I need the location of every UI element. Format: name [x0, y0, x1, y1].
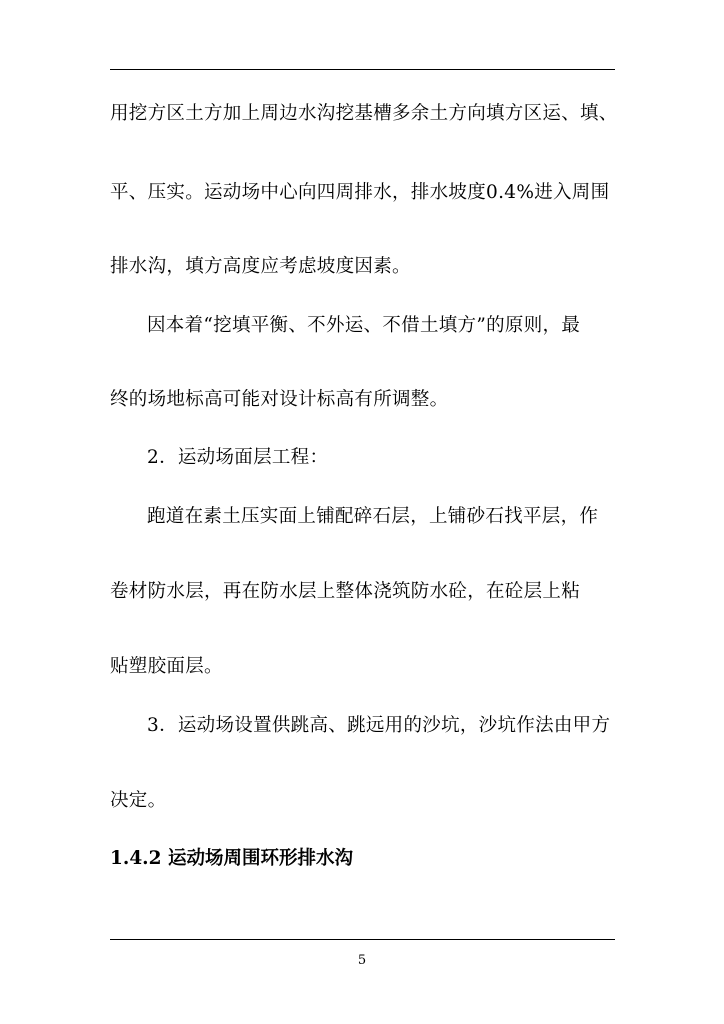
body-line-3: 排水沟，填方高度应考虑坡度因素。: [110, 256, 411, 277]
body-line-6: 2．运动场面层工程：: [147, 447, 329, 468]
body-line-8: 卷材防水层，再在防水层上整体浇筑防水砼，在砼层上粘: [110, 581, 581, 602]
footer-rule: [110, 939, 615, 940]
header-rule: [110, 69, 615, 70]
body-line-11: 决定。: [110, 790, 167, 811]
body-line-9: 贴塑胶面层。: [110, 656, 223, 677]
body-line-1: 用挖方区土方加上周边水沟挖基槽多余土方向填方区运、填、: [110, 103, 618, 124]
page-number: 5: [357, 953, 367, 968]
body-line-2: 平、压实。运动场中心向四周排水，排水坡度0.4%进入周围: [110, 182, 610, 203]
body-line-7: 跑道在素土压实面上铺配碎石层，上铺砂石找平层，作: [147, 506, 599, 527]
body-line-10: 3．运动场设置供跳高、跳远用的沙坑，沙坑作法由甲方: [147, 715, 611, 736]
body-line-4: 因本着“挖填平衡、不外运、不借土填方”的原则，最: [147, 315, 581, 336]
body-line-5: 终的场地标高可能对设计标高有所调整。: [110, 389, 449, 410]
section-heading: 1.4.2 运动场周围环形排水沟: [110, 848, 353, 869]
